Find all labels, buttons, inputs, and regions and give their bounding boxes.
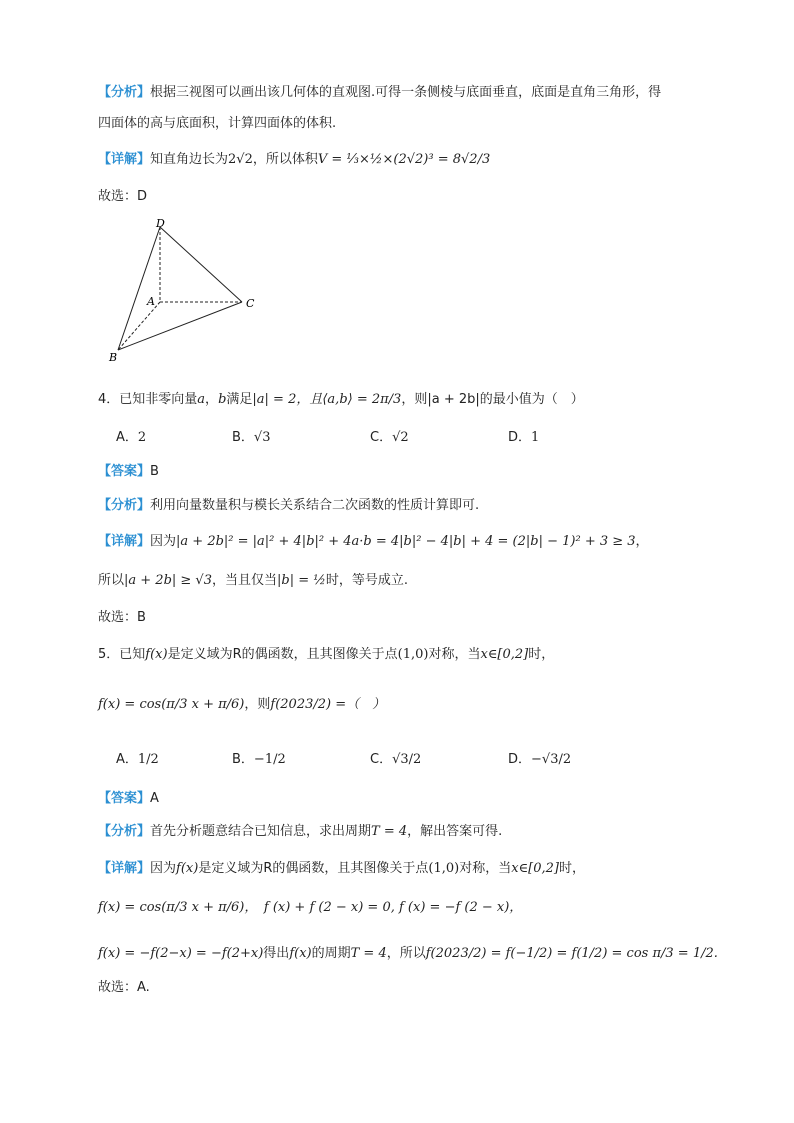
q5-stem-mid2: 对称，当: [428, 647, 481, 662]
q4-detail-2-suffix: 时，等号成立.: [325, 573, 408, 588]
detail-tag: 【详解】: [98, 534, 151, 549]
option-value: 1/2: [137, 752, 159, 767]
q5-detail-line-3: [98, 944, 718, 964]
option-label: A．: [116, 752, 138, 767]
edge-BC: [118, 302, 242, 350]
q4-analysis-text: 利用向量数量积与模长关系结合二次函数的性质计算即可.: [150, 498, 480, 513]
q3-analysis-line-2: 四面体的高与底面积，计算四面体的体积.: [98, 116, 337, 131]
q5-stem-line-2: [98, 695, 385, 715]
q5-target: f(2023/2) =（ ）: [270, 697, 386, 712]
q5-stem-prefix: 5．已知: [98, 647, 146, 662]
option-value: 1: [531, 430, 540, 445]
q3-analysis-text-1: 根据三视图可以画出该几何体的直观图.可得一条侧棱与底面垂直，底面是直角三角形，得: [150, 85, 662, 100]
analysis-tag: 【分析】: [98, 824, 151, 839]
option-label: C．: [370, 752, 393, 767]
q5-detail-line-2: [98, 898, 522, 918]
detail-tag: 【详解】: [98, 861, 151, 876]
analysis-tag: 【分析】: [98, 85, 151, 100]
q5-detail-3-mid: 得出: [263, 946, 290, 961]
q5-analysis-prefix: 首先分析题意结合已知信息，求出周期: [150, 824, 372, 839]
q4-option-A[interactable]: [116, 428, 146, 448]
q5-detail-formula-2: f(x) = cos(π/3 x + π/6)， f (x) + f (2 − x) = 0, f (x) = −f (2 − x)，: [98, 900, 523, 915]
q4-option-D[interactable]: [508, 428, 539, 448]
q4-stem-prefix: 4．已知非零向量: [98, 392, 198, 407]
q4-target: ，则|a + 2b|的最小值为（ ）: [401, 392, 584, 407]
option-value: −√3/2: [531, 752, 572, 767]
vertex-label-B: B: [109, 351, 118, 364]
q3-volume-formula: V = ⅓×½×(2√2)³ = 8√2/3: [317, 152, 491, 167]
q4-analysis-line: [98, 496, 479, 516]
q5-detail-formula-3: f(x) = −f(2−x) = −f(2+x): [98, 946, 264, 961]
q4-abs-a: |a| = 2: [252, 392, 297, 407]
q5-point: (1,0): [397, 647, 429, 662]
option-value: √2: [392, 430, 409, 445]
q5-fx: f(x): [145, 647, 168, 662]
q5-detail-mid: 是定义域为R的偶函数，且其图像关于点: [198, 861, 429, 876]
q5-domain: x∈[0,2]: [480, 647, 529, 662]
q4-detail-suffix: ，: [635, 534, 649, 549]
q5-detail-line-1: [98, 859, 585, 879]
q4-stem-comma: ，: [205, 392, 219, 407]
option-label: D．: [508, 752, 532, 767]
option-value: −1/2: [253, 752, 286, 767]
option-value: √3/2: [392, 752, 422, 767]
vertex-label-D: D: [156, 217, 165, 230]
q5-stem-line-1: [98, 645, 554, 665]
q4-option-B[interactable]: [232, 428, 270, 448]
answer-tag: 【答案】: [98, 791, 151, 806]
q5-stem-suffix: 时，: [528, 647, 555, 662]
q4-detail-cond: |b| = ½: [277, 573, 326, 588]
q4-vector-b: b: [218, 392, 227, 407]
q5-option-C[interactable]: [370, 750, 421, 770]
answer-tag: 【答案】: [98, 464, 151, 479]
q3-detail-text: 知直角边长为: [150, 152, 229, 167]
q5-detail-domain: x∈[0,2]: [511, 861, 559, 876]
q5-detail-suffix: 时，: [559, 861, 586, 876]
q5-stem-2-mid: ，则: [244, 697, 271, 712]
q5-detail-point: (1,0): [428, 861, 460, 876]
q5-option-B[interactable]: [232, 750, 286, 770]
option-label: A．: [116, 430, 138, 445]
edge-AB: [118, 302, 160, 350]
option-label: B．: [232, 430, 254, 445]
q5-detail-mid2: 对称，当: [459, 861, 512, 876]
edge-DB: [118, 227, 160, 350]
q4-stem-cond: 满足: [226, 392, 253, 407]
option-value: √3: [253, 430, 271, 445]
q5-option-D[interactable]: [508, 750, 571, 770]
analysis-tag: 【分析】: [98, 498, 151, 513]
q5-analysis-suffix: ，解出答案可得.: [407, 824, 503, 839]
q5-analysis-T: T = 4: [371, 824, 408, 839]
q4-answer-line: [98, 462, 159, 482]
q5-analysis-line: [98, 822, 502, 842]
q5-formula: f(x) = cos(π/3 x + π/6): [98, 697, 245, 712]
q5-detail-fx: f(x): [176, 861, 199, 876]
q5-answer-line: [98, 789, 159, 809]
q4-choose-line: 故选：B: [98, 610, 146, 625]
option-label: C．: [370, 430, 393, 445]
q4-detail-2-prefix: 所以: [98, 573, 125, 588]
q4-option-C[interactable]: [370, 428, 409, 448]
q4-detail-prefix: 因为: [150, 534, 177, 549]
vertex-label-C: C: [246, 297, 255, 310]
q5-detail-3-mid2: 的周期: [311, 946, 351, 961]
q4-detail-formula-1: |a + 2b|² = |a|² + 4|b|² + 4a·b = 4|b|² − 4|b| + 4 = (2|b| − 1)² + 3 ≥ 3: [176, 534, 636, 549]
q4-detail-formula-2: |a + 2b| ≥ √3: [124, 573, 212, 588]
q5-detail-3-mid3: ，所以: [386, 946, 426, 961]
tetrahedron-figure: [100, 215, 270, 365]
option-value: 2: [137, 430, 147, 445]
edge-DC: [160, 227, 242, 302]
vertex-label-A: A: [147, 295, 155, 308]
q5-option-A[interactable]: [116, 750, 159, 770]
q4-detail-2-mid: ，当且仅当: [212, 573, 278, 588]
q4-angle: ，且⟨a,b⟩ = 2π/3: [296, 392, 402, 407]
q5-detail-prefix: 因为: [150, 861, 177, 876]
q5-detail-result: f(2023/2) = f(−1/2) = f(1/2) = cos π/3 = 1/2.: [425, 946, 718, 961]
q5-detail-3-fx: f(x): [289, 946, 312, 961]
q5-stem-mid: 是定义域为R的偶函数，且其图像关于点: [167, 647, 398, 662]
q3-detail-mid: ，所以体积: [252, 152, 318, 167]
q4-answer: B: [150, 464, 159, 479]
q5-detail-3-T: T = 4: [350, 946, 387, 961]
q4-detail-line-2: [98, 571, 408, 591]
q3-analysis-line-1: [98, 83, 661, 103]
detail-tag: 【详解】: [98, 152, 151, 167]
q3-detail-length: 2√2: [228, 152, 253, 167]
q3-answer-line: 故选：D: [98, 189, 148, 204]
q5-choose-line: 故选：A.: [98, 980, 150, 995]
q5-answer: A: [150, 791, 159, 806]
q4-detail-line-1: [98, 532, 649, 552]
option-label: D．: [508, 430, 532, 445]
option-label: B．: [232, 752, 254, 767]
q3-detail-line: [98, 150, 490, 170]
q4-stem: [98, 390, 584, 410]
q4-vector-a: a: [197, 392, 206, 407]
